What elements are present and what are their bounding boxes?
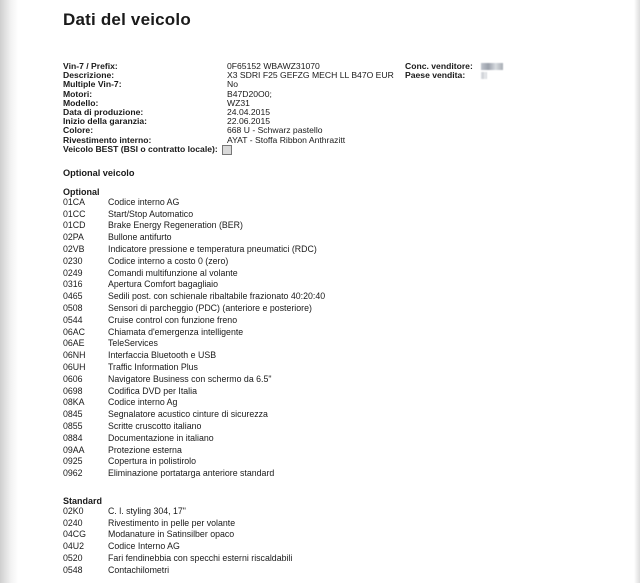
option-code: 01CD xyxy=(63,220,86,231)
list-item xyxy=(63,529,292,541)
list-item xyxy=(63,243,325,255)
list-item xyxy=(63,220,325,232)
info-label: Data di produzione: xyxy=(63,106,144,117)
option-code: 0884 xyxy=(63,432,83,443)
info-label: Rivestimento interno: xyxy=(63,134,152,145)
info-row xyxy=(63,80,503,89)
option-code: 08KA xyxy=(63,397,85,408)
info-value: 22.06.2015 xyxy=(227,116,271,127)
option-description: Documentazione in italiano xyxy=(108,432,214,443)
option-code: 06AE xyxy=(63,338,85,349)
optional-section-title: Optional veicolo xyxy=(63,168,135,178)
option-code: 02PA xyxy=(63,232,84,243)
list-item xyxy=(63,349,325,361)
vehicle-info-table xyxy=(63,62,503,154)
page-title: Dati del veicolo xyxy=(63,10,191,29)
info-value: No xyxy=(227,79,238,90)
info-label: Colore: xyxy=(63,125,94,136)
option-description: Copertura in polistirolo xyxy=(108,456,197,467)
right-shadow-edge xyxy=(634,0,640,583)
option-description: Interfaccia Bluetooth e USB xyxy=(108,350,217,361)
list-item xyxy=(63,564,292,576)
option-code: 0855 xyxy=(63,421,83,432)
list-item xyxy=(63,314,325,326)
option-code: 06NH xyxy=(63,350,86,361)
option-description: Codice interno Ag xyxy=(108,397,178,408)
option-code: 04CG xyxy=(63,529,86,540)
list-item xyxy=(63,505,292,517)
option-description: Protezione esterna xyxy=(108,444,182,455)
option-code: 0962 xyxy=(63,468,83,479)
option-description: Apertura Comfort bagagliaio xyxy=(108,279,219,290)
option-code: 01CC xyxy=(63,208,86,219)
option-description: Sedili post. con schienale ribaltabile frazionato 40:20:40 xyxy=(108,291,326,302)
option-description: Modanature in Satinsilber opaco xyxy=(108,529,235,540)
option-description: Eliminazione portatarga anteriore standard xyxy=(108,468,275,479)
best-vehicle-checkbox[interactable] xyxy=(222,145,232,155)
list-item xyxy=(63,208,325,220)
standard-list xyxy=(63,505,292,576)
list-item xyxy=(63,255,325,267)
option-description: Sensori di parcheggio (PDC) (anteriore e posteriore) xyxy=(108,303,312,314)
option-code: 0845 xyxy=(63,409,83,420)
left-shadow-edge xyxy=(0,0,18,583)
option-code: 0249 xyxy=(63,267,83,278)
option-code: 0544 xyxy=(63,314,83,325)
list-item xyxy=(63,373,325,385)
option-code: 01CA xyxy=(63,196,86,207)
list-item xyxy=(63,231,325,243)
option-code: 02K0 xyxy=(63,505,84,516)
option-description: Codice Interno AG xyxy=(108,541,180,552)
option-description: Fari fendinebbia con specchi esterni riscaldabili xyxy=(108,553,293,564)
option-code: 06AC xyxy=(63,326,86,337)
info-label: Veicolo BEST (BSI o contratto locale): xyxy=(63,143,218,154)
option-description: Comandi multifunzione al volante xyxy=(108,267,238,278)
info-label: Vin-7 / Prefix: xyxy=(63,61,118,71)
list-item xyxy=(63,540,292,552)
list-item xyxy=(63,338,325,350)
option-code: 0698 xyxy=(63,385,83,396)
info-label: Motori: xyxy=(63,88,93,99)
option-description: Brake Energy Regeneration (BER) xyxy=(108,220,243,231)
info-value: WZ31 xyxy=(227,97,250,108)
info-row xyxy=(63,71,503,80)
standard-group-title: Standard xyxy=(63,496,103,506)
list-item xyxy=(63,397,325,409)
info-row xyxy=(63,90,503,99)
option-description: Codice interno AG xyxy=(108,196,180,207)
list-item xyxy=(63,196,325,208)
list-item xyxy=(63,444,325,456)
list-item xyxy=(63,467,325,479)
option-description: Codice interno a costo 0 (zero) xyxy=(108,255,229,266)
info-row xyxy=(63,145,503,154)
option-description: Navigatore Business con schermo da 6.5" xyxy=(108,373,272,384)
list-item xyxy=(63,552,292,564)
option-description: Bullone antifurto xyxy=(108,232,172,243)
option-description: Chiamata d'emergenza intelligente xyxy=(108,326,244,337)
info-value: 668 U - Schwarz pastello xyxy=(227,125,323,136)
option-code: 0508 xyxy=(63,303,83,314)
option-description: TeleServices xyxy=(108,338,158,349)
list-item xyxy=(63,517,292,529)
option-description: Rivestimento in pelle per volante xyxy=(108,517,236,528)
option-code: 0520 xyxy=(63,553,83,564)
option-code: 0240 xyxy=(63,517,83,528)
country-label: Paese vendita: xyxy=(405,70,466,81)
option-code: 0316 xyxy=(63,279,83,290)
option-code: 0925 xyxy=(63,456,83,467)
info-value: B47D20O0; xyxy=(227,88,272,99)
option-code: 09AA xyxy=(63,444,85,455)
option-description: Traffic Information Plus xyxy=(108,362,198,373)
list-item xyxy=(63,279,325,291)
list-item xyxy=(63,326,325,338)
option-code: 0230 xyxy=(63,255,83,266)
optional-list xyxy=(63,196,325,479)
option-description: Segnalatore acustico cinture di sicurezza xyxy=(108,409,268,420)
list-item xyxy=(63,302,325,314)
dealer-label: Conc. venditore: xyxy=(405,61,473,71)
info-label: Descrizione: xyxy=(63,70,115,81)
info-label: Modello: xyxy=(63,97,99,108)
list-item xyxy=(63,456,325,468)
option-code: 02VB xyxy=(63,244,85,255)
info-value: 0F65152 WBAWZ31070 xyxy=(227,61,320,71)
option-description: Contachilometri xyxy=(108,564,170,575)
list-item xyxy=(63,290,325,302)
option-description: Cruise control con funzione freno xyxy=(108,314,238,325)
list-item xyxy=(63,385,325,397)
info-value: X3 SDRI F25 GEFZG MECH LL B47O EUR xyxy=(227,70,394,81)
redacted-country-value xyxy=(481,72,487,79)
option-code: 0548 xyxy=(63,564,83,575)
info-label: Inizio della garanzia: xyxy=(63,116,148,127)
option-description: Scritte cruscotto italiano xyxy=(108,421,202,432)
info-value: 24.04.2015 xyxy=(227,106,271,117)
option-code: 06UH xyxy=(63,362,86,373)
option-code: 0465 xyxy=(63,291,83,302)
option-code: 04U2 xyxy=(63,541,85,552)
list-item xyxy=(63,361,325,373)
redacted-dealer-value xyxy=(481,63,503,70)
info-value: AYAT - Stoffa Ribbon Anthrazitt xyxy=(227,134,346,145)
option-description: Indicatore pressione e temperatura pneumatici (RDC) xyxy=(108,244,317,255)
list-item xyxy=(63,432,325,444)
optional-group-title: Optional xyxy=(63,187,100,197)
list-item xyxy=(63,408,325,420)
list-item xyxy=(63,267,325,279)
list-item xyxy=(63,420,325,432)
option-description: Start/Stop Automatico xyxy=(108,208,194,219)
info-label: Multiple Vin-7: xyxy=(63,79,122,90)
option-code: 0606 xyxy=(63,373,83,384)
option-description: C. l. styling 304, 17" xyxy=(108,505,186,516)
option-description: Codifica DVD per Italia xyxy=(108,385,197,396)
country-field xyxy=(405,71,487,80)
